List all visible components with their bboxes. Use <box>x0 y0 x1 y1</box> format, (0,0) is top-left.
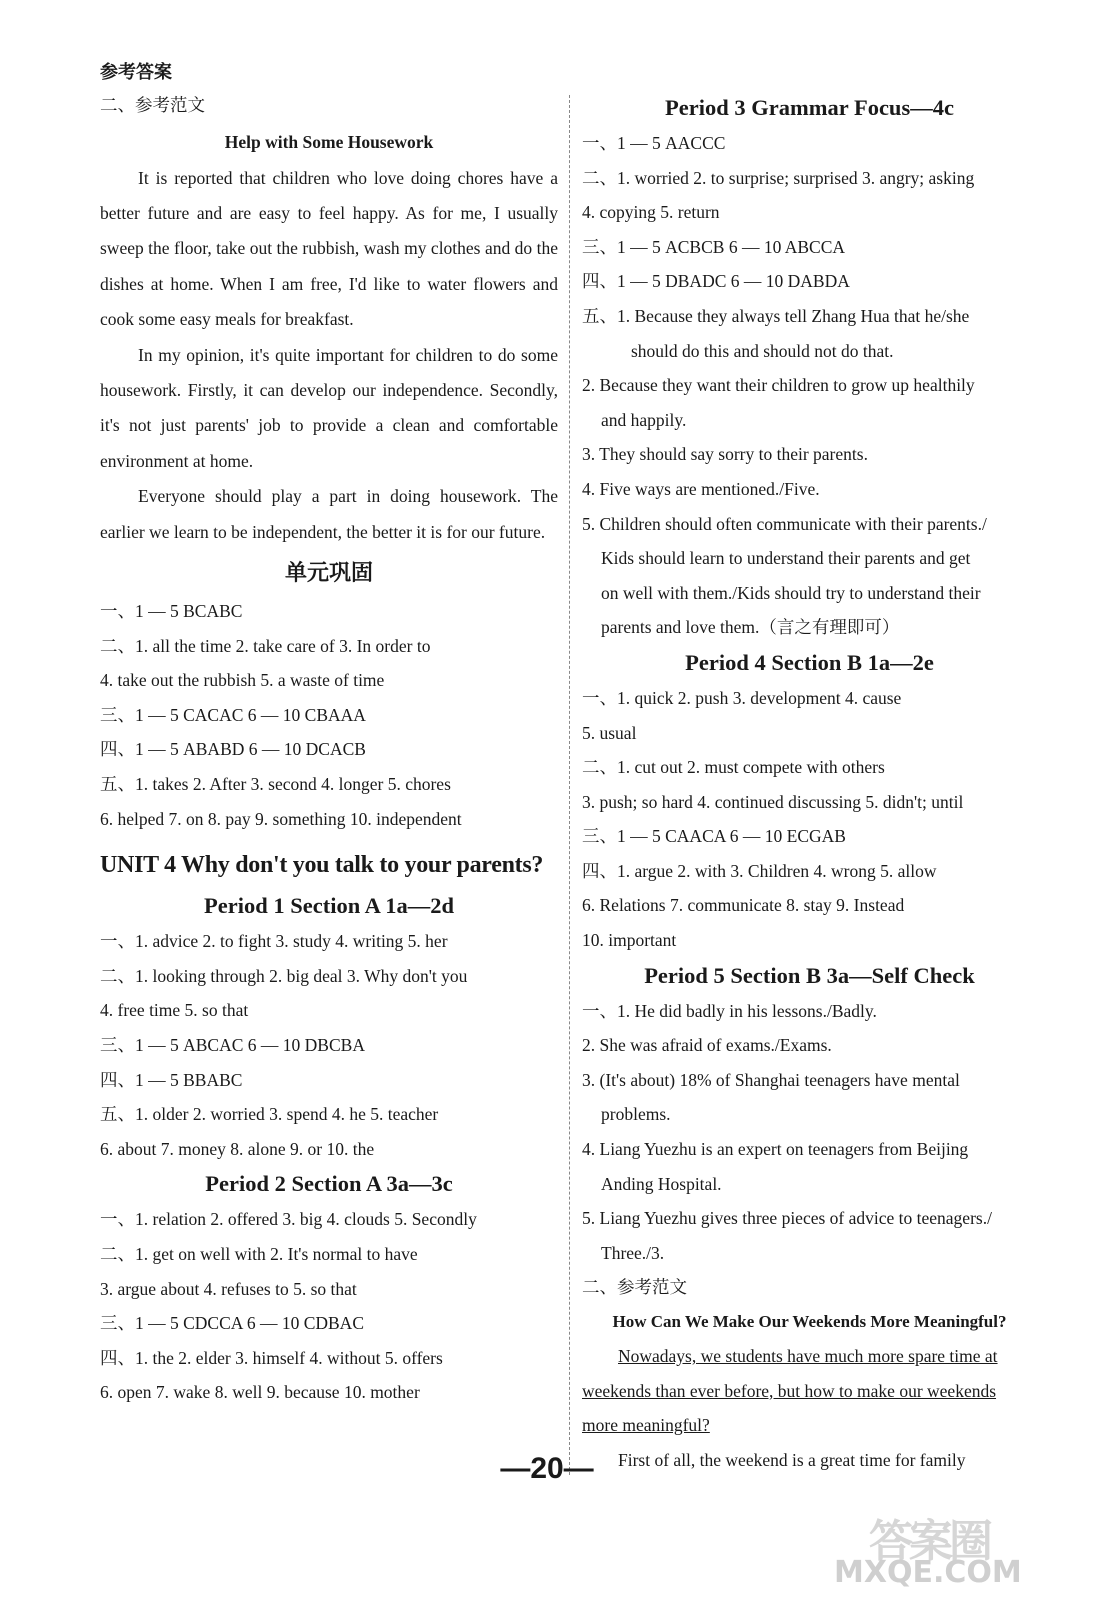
answer-line: 4. Liang Yuezhu is an expert on teenagers from Beijing <box>582 1139 969 1160</box>
answer-line: 二、1. worried 2. to surprise; surprised 3. angry; asking <box>582 167 975 188</box>
answer-line: 五、1. older 2. worried 3. spend 4. he 5. teacher <box>100 1104 439 1125</box>
answer-line: 一、1 — 5 AACCC <box>582 133 726 153</box>
answer-line: 5. usual <box>582 722 637 743</box>
essay-title: How Can We Make Our Weekends More Meaningful? <box>612 1312 1007 1331</box>
answer-line: 4. take out the rubbish 5. a waste of time <box>100 670 385 691</box>
answer-line: on well with them./Kids should try to understand their <box>601 582 981 603</box>
answer-line: Anding Hospital. <box>601 1173 722 1194</box>
answer-line: 6. helped 7. on 8. pay 9. something 10. independent <box>100 808 462 829</box>
underlined-text: more meaningful? <box>582 1415 710 1436</box>
essay-section-label: 二、参考范文 <box>582 1277 687 1298</box>
answer-line: 一、1. relation 2. offered 3. big 4. clouds 5. Secondly <box>100 1209 477 1230</box>
underlined-text: Nowadays, we students have much more spare time at <box>618 1346 998 1366</box>
answer-line: 6. about 7. money 8. alone 9. or 10. the <box>100 1138 375 1159</box>
period-heading: Period 2 Section A 3a—3c <box>205 1171 453 1197</box>
answer-line: 6. open 7. wake 8. well 9. because 10. mother <box>100 1382 420 1403</box>
answer-line: 4. Five ways are mentioned./Five. <box>582 478 820 499</box>
answer-line: 四、1 — 5 ABABD 6 — 10 DCACB <box>100 739 366 760</box>
answer-line: 三、1 — 5 CDCCA 6 — 10 CDBAC <box>100 1313 364 1334</box>
answer-line: 三、1 — 5 CACAC 6 — 10 CBAAA <box>100 704 366 725</box>
right-column <box>582 90 1037 1477</box>
answer-line: 四、1 — 5 DBADC 6 — 10 DABDA <box>582 271 850 292</box>
answer-line: 一、1. quick 2. push 3. development 4. cause <box>582 687 902 708</box>
answer-line: 3. They should say sorry to their parents. <box>582 444 868 465</box>
essay-line <box>582 1339 1037 1374</box>
answer-line: 10. important <box>582 930 677 951</box>
answer-line: 3. (It's about) 18% of Shanghai teenagers have mental <box>582 1069 960 1090</box>
essay-line: First of all, the weekend is a great time for family <box>618 1449 966 1470</box>
answer-line: 5. Children should often communicate with their parents./ <box>582 513 987 534</box>
answer-line: 5. Liang Yuezhu gives three pieces of advice to teenagers./ <box>582 1208 992 1229</box>
answer-line: 2. Because they want their children to grow up healthily <box>582 375 975 396</box>
answer-line: 一、1 — 5 BCABC <box>100 601 243 622</box>
answer-line: Three./3. <box>601 1242 665 1263</box>
answer-line: 五、1. takes 2. After 3. second 4. longer 5. chores <box>100 774 451 795</box>
essay-section-label: 二、参考范文 <box>100 95 205 115</box>
answer-line: 一、1. He did badly in his lessons./Badly. <box>582 1000 877 1021</box>
answer-line: 3. push; so hard 4. continued discussing 5. didn't; until <box>582 791 964 812</box>
answer-line: 三、1 — 5 ABCAC 6 — 10 DBCBA <box>100 1035 365 1055</box>
period-heading: Period 1 Section A 1a—2d <box>203 893 454 919</box>
essay-line <box>582 1374 1037 1409</box>
answer-line: Kids should learn to understand their parents and get <box>601 548 971 569</box>
answer-line: problems. <box>601 1104 671 1125</box>
essay-paragraph: In my opinion, it's quite important for children to do some housework. Firstly, it can develop our independence. Secondly, it's not just parents' job to provide a clean and comfortable environment at home. <box>100 344 558 471</box>
answer-line: 四、1. argue 2. with 3. Children 4. wrong 5. allow <box>582 860 937 881</box>
answer-line: 二、1. all the time 2. take care of 3. In order to <box>100 635 431 656</box>
answer-line: 一、1. advice 2. to fight 3. study 4. writing 5. her <box>100 931 448 952</box>
answer-line: parents and love them.（言之有理即可） <box>601 617 900 638</box>
unit-heading: UNIT 4 Why don't you talk to your parents? <box>100 852 544 879</box>
answer-line: 3. argue about 4. refuses to 5. so that <box>100 1278 357 1299</box>
watermark-top: 答案圈 <box>869 1516 989 1567</box>
answer-line: 4. free time 5. so that <box>100 1000 249 1021</box>
page-header: 参考答案 <box>100 62 172 83</box>
essay-title: Help with Some Housework <box>224 131 434 152</box>
period-heading: Period 4 Section B 1a—2e <box>685 649 934 675</box>
answer-line: 2. She was afraid of exams./Exams. <box>582 1035 832 1056</box>
answer-line: 三、1 — 5 CAACA 6 — 10 ECGAB <box>582 826 846 847</box>
page-number: —20— <box>500 1452 594 1485</box>
essay-line <box>582 1408 1037 1443</box>
answer-line: 4. copying 5. return <box>582 202 720 223</box>
period-heading: Period 5 Section B 3a—Self Check <box>644 962 975 988</box>
answer-line: 6. Relations 7. communicate 8. stay 9. Instead <box>582 895 905 916</box>
essay-paragraph: It is reported that children who love doing chores have a better future and are easy to feel happy. As for me, I usually sweep the floor, take out the rubbish, wash my clothes and do the dishes at home. When I am free, I'd like to water flowers and cook some easy meals for breakfast. <box>100 167 558 330</box>
answer-line: 二、1. get on well with 2. It's normal to have <box>100 1243 418 1264</box>
answer-line: 五、1. Because they always tell Zhang Hua that he/she <box>582 305 970 326</box>
column-divider <box>569 95 570 1475</box>
left-column <box>100 58 558 1410</box>
essay-paragraph: Everyone should play a part in doing housework. The earlier we learn to be independent, the better it is for our future. <box>100 486 558 542</box>
period-heading: Period 3 Grammar Focus—4c <box>665 95 954 120</box>
answer-line: 四、1. the 2. elder 3. himself 4. without 5. offers <box>100 1347 443 1368</box>
answer-line: and happily. <box>601 409 687 430</box>
answer-line: 三、1 — 5 ACBCB 6 — 10 ABCCA <box>582 236 846 257</box>
watermark-logo <box>834 1505 1064 1590</box>
answer-line: should do this and should not do that. <box>631 340 894 361</box>
watermark-bottom: MXQE.COM <box>834 1555 1022 1590</box>
answer-line: 二、1. cut out 2. must compete with others <box>582 757 885 778</box>
answer-line: 四、1 — 5 BBABC <box>100 1069 243 1090</box>
underlined-text: weekends than ever before, but how to make our weekends <box>582 1380 997 1401</box>
review-heading: 单元巩固 <box>284 561 373 587</box>
answer-line: 二、1. looking through 2. big deal 3. Why don't you <box>100 965 468 986</box>
